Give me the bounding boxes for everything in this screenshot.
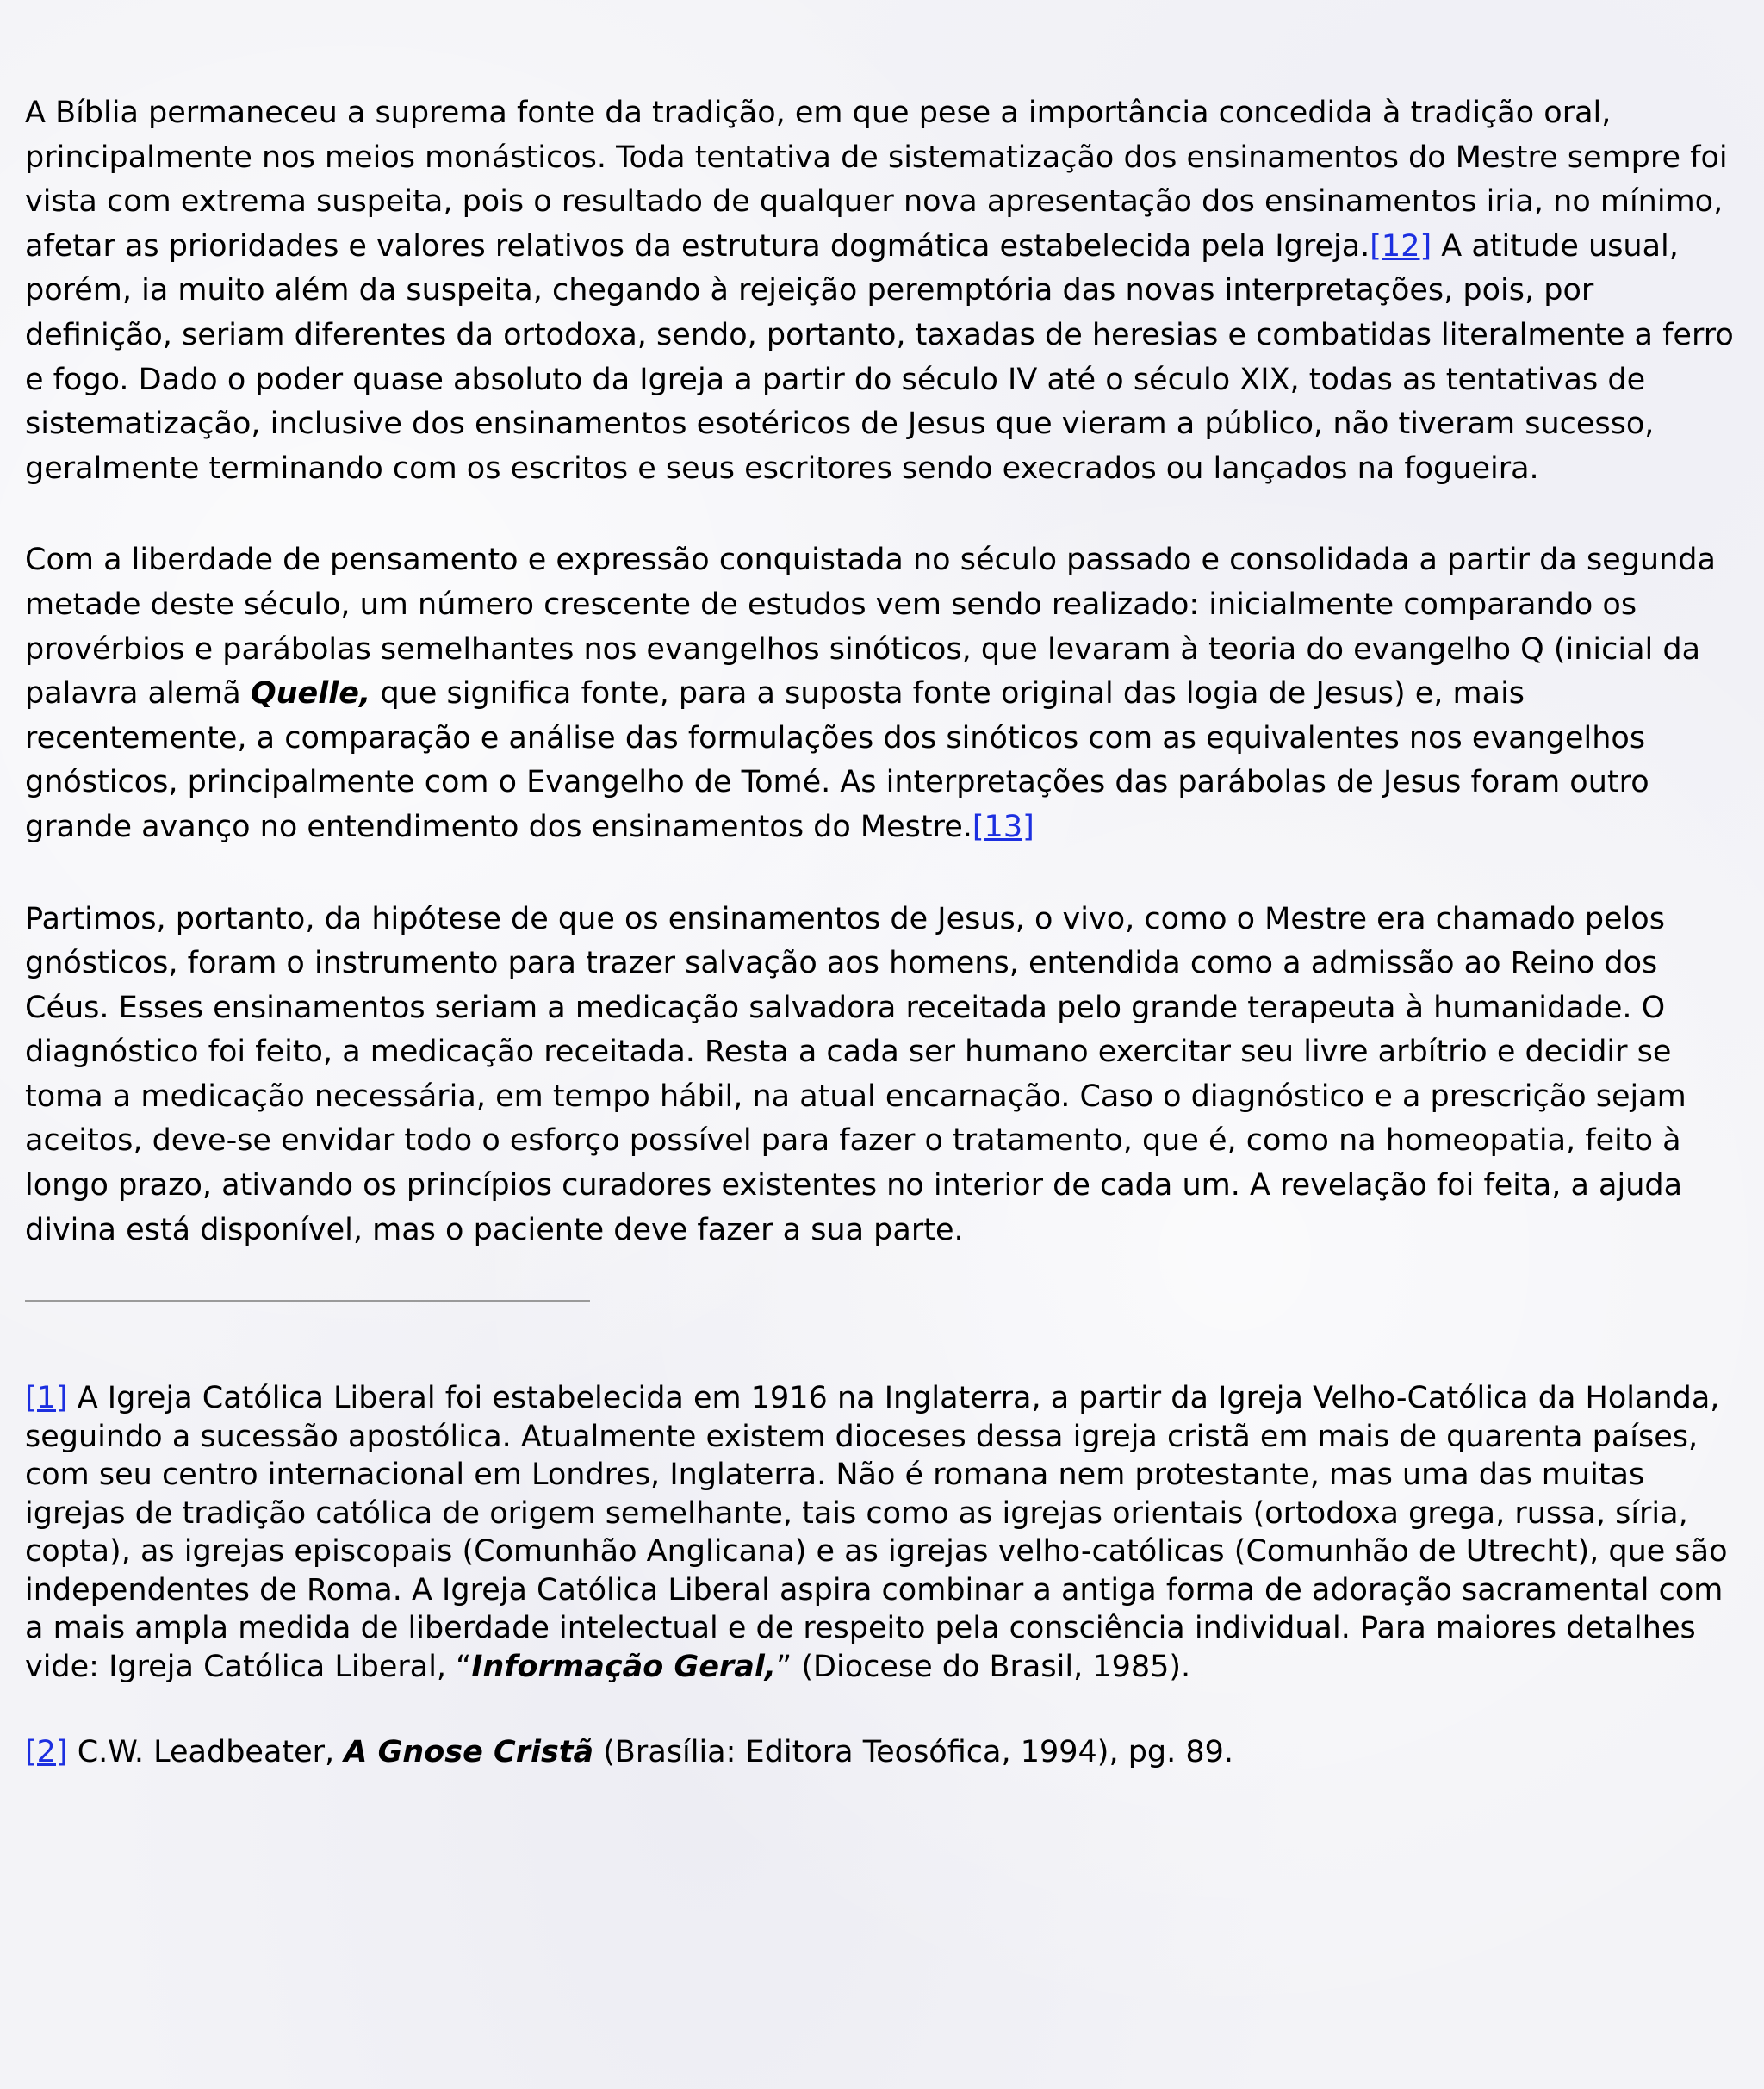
body-paragraph-2: [25, 538, 1735, 849]
footnote-link-12[interactable]: [12]: [1370, 228, 1432, 264]
paragraph-text: Com a liberdade de pensamento e expressão conquistada no século passado e consolidada a partir da segunda metade deste século, um número crescente de estudos vem sendo realizado: inicialmente comparando os provérbios e parábolas semelhantes nos evangelhos sinóticos, que levaram à teoria do evangelho Q (inicial da palavra alemã: [25, 543, 1716, 712]
footnote-divider: [25, 1300, 590, 1302]
body-paragraph-1: [25, 91, 1735, 491]
footnote-text: (Brasília: Editora Teosófica, 1994), pg. 89.: [593, 1735, 1234, 1770]
paragraph-text: Partimos, portanto, da hipótese de que os ensinamentos de Jesus, o vivo, como o Mestre era chamado pelos gnósticos, foram o instrumento para trazer salvação aos homens, entendida como a admissão ao Reino dos Céus. Esses ensinamentos seriam a medicação salvadora receitada pelo grande terapeuta à humanidade. O diagnóstico foi feito, a medicação receitada. Resta a cada ser humano exercitar seu livre arbítrio e decidir se toma a medicação necessária, em tempo hábil, na atual encarnação. Caso o diagnóstico e a prescrição sejam aceitos, deve-se envidar todo o esforço possível para fazer o tratamento, que é, como na homeopatia, feito à longo prazo, ativando os princípios curadores existentes no interior de cada um. A revelação foi feita, a ajuda divina está disponível, mas o paciente deve fazer a sua parte.: [25, 901, 1686, 1247]
body-paragraph-3: [25, 898, 1735, 1253]
paragraph-text: A atitude usual, porém, ia muito além da suspeita, chegando à rejeição peremptória das novas interpretações, pois, por definição, seriam diferentes da ortodoxa, sendo, portanto, taxadas de heresias e combatidas literalmente a ferro e fogo. Dado o poder quase absoluto da Igreja a partir do século IV até o século XIX, todas as tentativas de sistematização, inclusive dos ensinamentos esotéricos de Jesus que vieram a público, não tiveram sucesso, geralmente terminando com os escritos e seus escritores sendo execrados ou lançados na fogueira.: [25, 228, 1734, 486]
footnote-text: A Igreja Católica Liberal foi estabelecida em 1916 na Inglaterra, a partir da Igreja Velho-Católica da Holanda, seguindo a sucessão apostólica. Atualmente existem dioceses dessa igreja cristã em mais de quarenta países, com seu centro internacional em Londres, Inglaterra. Não é romana nem protestante, mas uma das muitas igrejas de tradição católica de origem semelhante, tais como as igrejas orientais (ortodoxa grega, russa, síria, copta), as igrejas episcopais (Comunhão Anglicana) e as igrejas velho-católicas (Comunhão de Utrecht), que são independentes de Roma. A Igreja Católica Liberal aspira combinar a antiga forma de adoração sacramental com a mais ampla medida de liberdade intelectual e de respeito pela consciência individual. Para maiores detalhes vide: Igreja Católica Liberal, “: [25, 1381, 1728, 1684]
document-page: [25, 91, 1735, 1819]
footnote-backlink-1[interactable]: [1]: [25, 1381, 68, 1416]
footnote-2: [25, 1733, 1735, 1772]
footnote-text: ” (Diocese do Brasil, 1985).: [776, 1649, 1191, 1684]
paragraph-text: que significa fonte, para a suposta fonte original das logia de Jesus) e, mais recentemente, a comparação e análise das formulações dos sinóticos com as equivalentes nos evangelhos gnósticos, principalmente com o Evangelho de Tomé. As interpretações das parábolas de Jesus foram outro grande avanço no entendimento dos ensinamentos do Mestre.: [25, 676, 1649, 844]
paragraph-text: A Bíblia permaneceu a suprema fonte da tradição, em que pese a importância concedida à tradição oral, principalmente nos meios monásticos. Toda tentativa de sistematização dos ensinamentos do Mestre sempre foi vista com extrema suspeita, pois o resultado de qualquer nova apresentação dos ensinamentos iria, no mínimo, afetar as prioridades e valores relativos da estrutura dogmática estabelecida pela Igreja.: [25, 96, 1728, 264]
footnote-text: C.W. Leadbeater,: [67, 1735, 345, 1770]
footnote-link-13[interactable]: [13]: [972, 809, 1034, 844]
footnote-backlink-2[interactable]: [2]: [25, 1735, 68, 1770]
emphasis-quelle: Quelle,: [250, 676, 371, 712]
footnote-1: [25, 1379, 1735, 1686]
emphasis-gnose-crista: A Gnose Cristã: [344, 1735, 594, 1770]
emphasis-informacao-geral: Informação Geral,: [471, 1649, 777, 1684]
